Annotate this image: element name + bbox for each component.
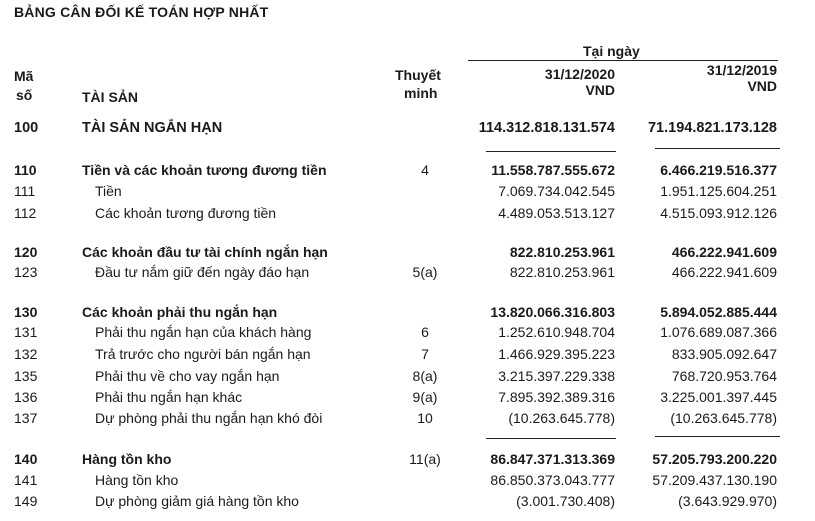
row-code: 112 xyxy=(14,205,37,221)
row-112 xyxy=(0,203,815,223)
row-code: 135 xyxy=(14,368,38,384)
row-value-2019: (10.263.645.778) xyxy=(670,410,777,426)
row-label: Hàng tồn kho xyxy=(82,451,172,467)
note-header: Thuyết xyxy=(395,67,441,83)
row-value-2020: 11.558.787.555.672 xyxy=(491,162,615,178)
row-value-2019: 6.466.219.516.377 xyxy=(660,162,777,178)
row-label: Tiền và các khoản tương đương tiền xyxy=(82,162,327,178)
row-100 xyxy=(0,118,815,138)
row-value-2020: (10.263.645.778) xyxy=(508,410,615,426)
row-code: 120 xyxy=(14,244,38,260)
col-2020-unit: VND xyxy=(585,82,615,98)
subtotal-rule-2019-b xyxy=(655,436,780,437)
row-label: Trả trước cho người bán ngắn hạn xyxy=(95,346,311,362)
row-label: Phải thu ngắn hạn khác xyxy=(95,389,243,405)
row-value-2019: 57.209.437.130.190 xyxy=(652,472,777,488)
row-label: Tiền xyxy=(95,183,122,199)
row-value-2020: 822.810.253.961 xyxy=(509,244,615,260)
row-value-2020: 86.850.373.043.777 xyxy=(490,472,615,488)
row-value-2019: 71.194.821.173.128 xyxy=(647,120,777,136)
row-code: 100 xyxy=(14,120,39,136)
row-code: 132 xyxy=(14,346,38,362)
row-value-2019: 57.205.793.200.220 xyxy=(652,451,777,467)
col-2019-unit: VND xyxy=(747,78,777,94)
page-title: BẢNG CÂN ĐỐI KẾ TOÁN HỢP NHẤT xyxy=(14,4,269,20)
subtotal-rule-2020 xyxy=(486,151,616,152)
row-value-2020: 114.312.818.131.574 xyxy=(478,120,615,136)
row-value-2020: 4.489.053.513.127 xyxy=(498,205,615,221)
row-value-2019: 466.222.941.609 xyxy=(671,244,777,260)
row-value-2019: 4.515.093.912.126 xyxy=(660,205,777,221)
row-code: 131 xyxy=(14,324,38,340)
row-value-2020: 822.810.253.961 xyxy=(509,264,615,280)
period-header: Tại ngày xyxy=(583,43,640,59)
row-label: Phải thu ngắn hạn của khách hàng xyxy=(95,324,312,340)
row-value-2020: 86.847.371.313.369 xyxy=(490,451,615,467)
row-149 xyxy=(0,491,815,511)
row-value-2019: 833.905.092.647 xyxy=(671,346,777,362)
row-label: Các khoản phải thu ngắn hạn xyxy=(82,304,278,320)
section-header: TÀI SẢN xyxy=(82,89,138,105)
row-135 xyxy=(0,366,815,386)
row-value-2020: 1.466.929.395.223 xyxy=(498,346,615,362)
row-value-2020: 1.252.610.948.704 xyxy=(498,324,615,340)
row-130 xyxy=(0,302,815,322)
row-note: 6 xyxy=(421,324,429,340)
row-110 xyxy=(0,160,815,180)
row-label: Các khoản tương đương tiền xyxy=(95,205,277,221)
row-label: Hàng tồn kho xyxy=(95,472,179,488)
row-note: 8(a) xyxy=(412,368,438,384)
row-code: 136 xyxy=(14,389,38,405)
row-label: TÀI SẢN NGẮN HẠN xyxy=(82,120,223,136)
row-label: Dự phòng phải thu ngắn hạn khó đòi xyxy=(95,410,323,426)
row-value-2020: 7.069.734.042.545 xyxy=(498,183,615,199)
row-code: 110 xyxy=(14,162,37,178)
subtotal-rule-2020-b xyxy=(486,438,616,439)
row-value-2019: 768.720.953.764 xyxy=(671,368,777,384)
row-note: 7 xyxy=(421,346,429,362)
row-137 xyxy=(0,408,815,428)
row-value-2019: 466.222.941.609 xyxy=(671,264,777,280)
row-note: 10 xyxy=(417,410,433,426)
row-note: 11(a) xyxy=(409,451,441,467)
period-rule xyxy=(468,60,778,61)
row-note: 5(a) xyxy=(412,264,438,280)
row-value-2020: (3.001.730.408) xyxy=(516,493,615,509)
row-value-2019: (3.643.929.970) xyxy=(678,493,777,509)
row-136 xyxy=(0,387,815,407)
col-2020-date: 31/12/2020 xyxy=(544,66,615,82)
row-code: 130 xyxy=(14,304,38,320)
row-note: 9(a) xyxy=(412,389,438,405)
row-value-2019: 1.076.689.087.366 xyxy=(660,324,777,340)
row-label: Đầu tư nắm giữ đến ngày đáo hạn xyxy=(95,264,310,280)
row-label: Phải thu về cho vay ngắn hạn xyxy=(95,368,280,384)
row-value-2020: 3.215.397.229.338 xyxy=(498,368,615,384)
row-code: 149 xyxy=(14,493,38,509)
row-note: 4 xyxy=(421,162,429,178)
row-120 xyxy=(0,242,815,262)
code-header-line2: số xyxy=(16,87,33,103)
row-131 xyxy=(0,322,815,342)
row-111 xyxy=(0,181,815,201)
row-label: Các khoản đầu tư tài chính ngắn hạn xyxy=(82,244,328,260)
row-value-2019: 5.894.052.885.444 xyxy=(660,304,777,320)
code-header: Mã xyxy=(14,68,34,84)
row-123 xyxy=(0,262,815,282)
row-code: 111 xyxy=(14,183,36,199)
row-140 xyxy=(0,449,815,469)
row-code: 137 xyxy=(14,410,38,426)
row-code: 141 xyxy=(14,472,38,488)
row-value-2020: 13.820.066.316.803 xyxy=(490,304,615,320)
row-value-2019: 3.225.001.397.445 xyxy=(660,389,777,405)
row-132 xyxy=(0,344,815,364)
row-code: 123 xyxy=(14,264,38,280)
row-141 xyxy=(0,470,815,490)
row-code: 140 xyxy=(14,451,38,467)
row-value-2019: 1.951.125.604.251 xyxy=(660,183,777,199)
note-header-line2: minh xyxy=(404,85,438,101)
row-value-2020: 7.895.392.389.316 xyxy=(498,389,615,405)
row-label: Dự phòng giảm giá hàng tồn kho xyxy=(95,493,299,509)
col-2019-date: 31/12/2019 xyxy=(706,62,777,78)
subtotal-rule-2019 xyxy=(655,148,780,149)
